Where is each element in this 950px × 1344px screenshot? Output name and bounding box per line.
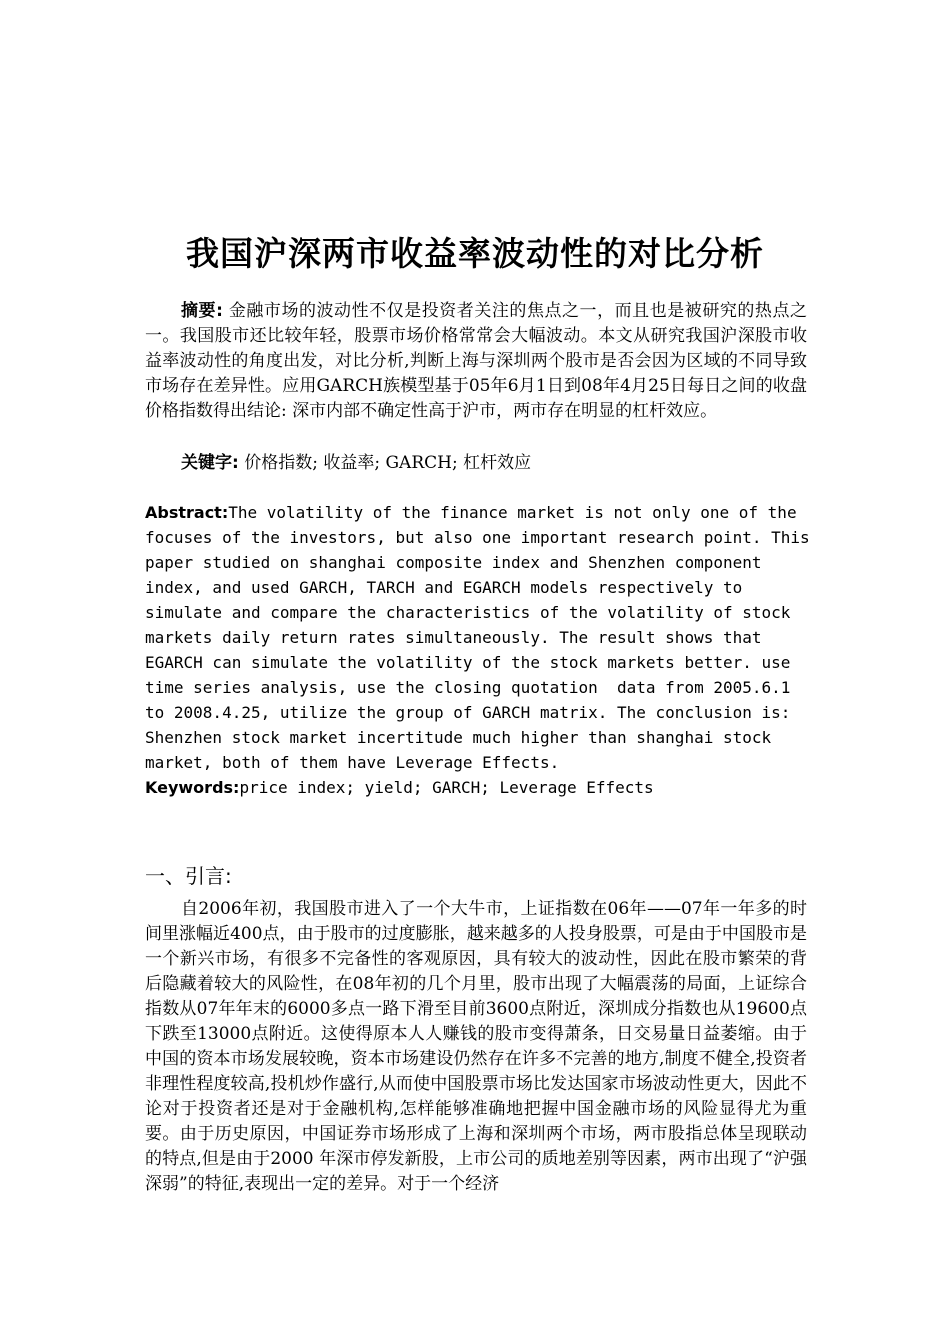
chinese-keywords [145, 451, 807, 476]
english-abstract-line: markets daily return rates simultaneously. The result shows that [145, 628, 762, 647]
introduction-paragraph: 自2006年初，我国股市进入了一个大牛市，上证指数在06年——07年一年多的时间里涨幅近400点，由于股市的过度膨胀，越来越多的人投身股票，可是由于中国股市是一个新兴市场，有很多不完备性的客观原因，具有较大的波动性，因此在股市繁荣的背后隐藏着较大的风险性，在08年初的几个月里，股市出现了大幅震荡的局面，上证综合指数从07年年末的6000多点一路下滑至目前3600点附近，深圳成分指数也从19600点下跌至13000点附近。这使得原本人人赚钱的股市变得萧条，日交易量日益萎缩。由于中国的资本市场发展较晚，资本市场建设仍然存在许多不完善的地方,制度不健全,投资者非理性程度较高,投机炒作盛行,从而使中国股票市场比发达国家市场波动性更大，因此不论对于投资者还是对于金融机构,怎样能够准确地把握中国金融市场的风险显得尤为重要。由于历史原因，中国证券市场形成了上海和深圳两个市场，两市股指总体呈现联动的特点,但是由于2000 年深市停发新股，上市公司的质地差别等因素，两市出现了“沪强深弱”的特征,表现出一定的差异。对于一个经济 [145, 899, 807, 1194]
paper-title: 我国沪深两市收益率波动性的对比分析 [186, 234, 764, 273]
english-abstract-line: EGARCH can simulate the volatility of the stock markets better. use [145, 653, 791, 672]
chinese-abstract-text: 金融市场的波动性不仅是投资者关注的焦点之一，而且也是被研究的热点之一。我国股市还比较年轻，股票市场价格常常会大幅波动。本文从研究我国沪深股市收益率波动性的角度出发，对比分析,判断上海与深圳两个股市是否会因为区域的不同导致市场存在差异性。应用GARCH族模型基于05年6月1日到08年4月25日每日之间的收盘价格指数得出结论: 深市内部不确定性高于沪市，两市存在明显的杠杆效应。 [145, 301, 807, 421]
section-heading-introduction: 一、引言: [145, 864, 232, 888]
english-abstract-text: The volatility of the finance market is not only one of the [228, 503, 797, 522]
english-keywords [145, 775, 815, 800]
english-abstract-line: Shenzhen stock market incertitude much higher than shanghai stock [145, 728, 772, 747]
english-abstract-line [145, 500, 815, 525]
chinese-keywords-text: 价格指数; 收益率; GARCH; 杠杆效应 [244, 453, 532, 473]
english-abstract-line: simulate and compare the characteristics of the volatility of stock [145, 603, 791, 622]
english-abstract-line: time series analysis, use the closing quotation data from 2005.6.1 [145, 678, 791, 697]
english-abstract-label: Abstract: [145, 503, 229, 522]
english-abstract-line: paper studied on shanghai composite index and Shenzhen component [145, 553, 762, 572]
english-abstract-line: focuses of the investors, but also one important research point. This [145, 528, 810, 547]
english-keywords-label: Keywords: [145, 778, 240, 797]
chinese-abstract-label: 摘要: [181, 301, 223, 321]
english-abstract [145, 500, 815, 775]
english-abstract-line: to 2008.4.25, utilize the group of GARCH matrix. The conclusion is: [145, 703, 791, 722]
chinese-abstract [145, 299, 807, 424]
english-abstract-line: market, both of them have Leverage Effects. [145, 753, 560, 772]
english-keywords-text: price index; yield; GARCH; Leverage Effects [239, 778, 654, 797]
chinese-keywords-label: 关键字: [181, 453, 239, 473]
english-abstract-line: index, and used GARCH, TARCH and EGARCH models respectively to [145, 578, 743, 597]
